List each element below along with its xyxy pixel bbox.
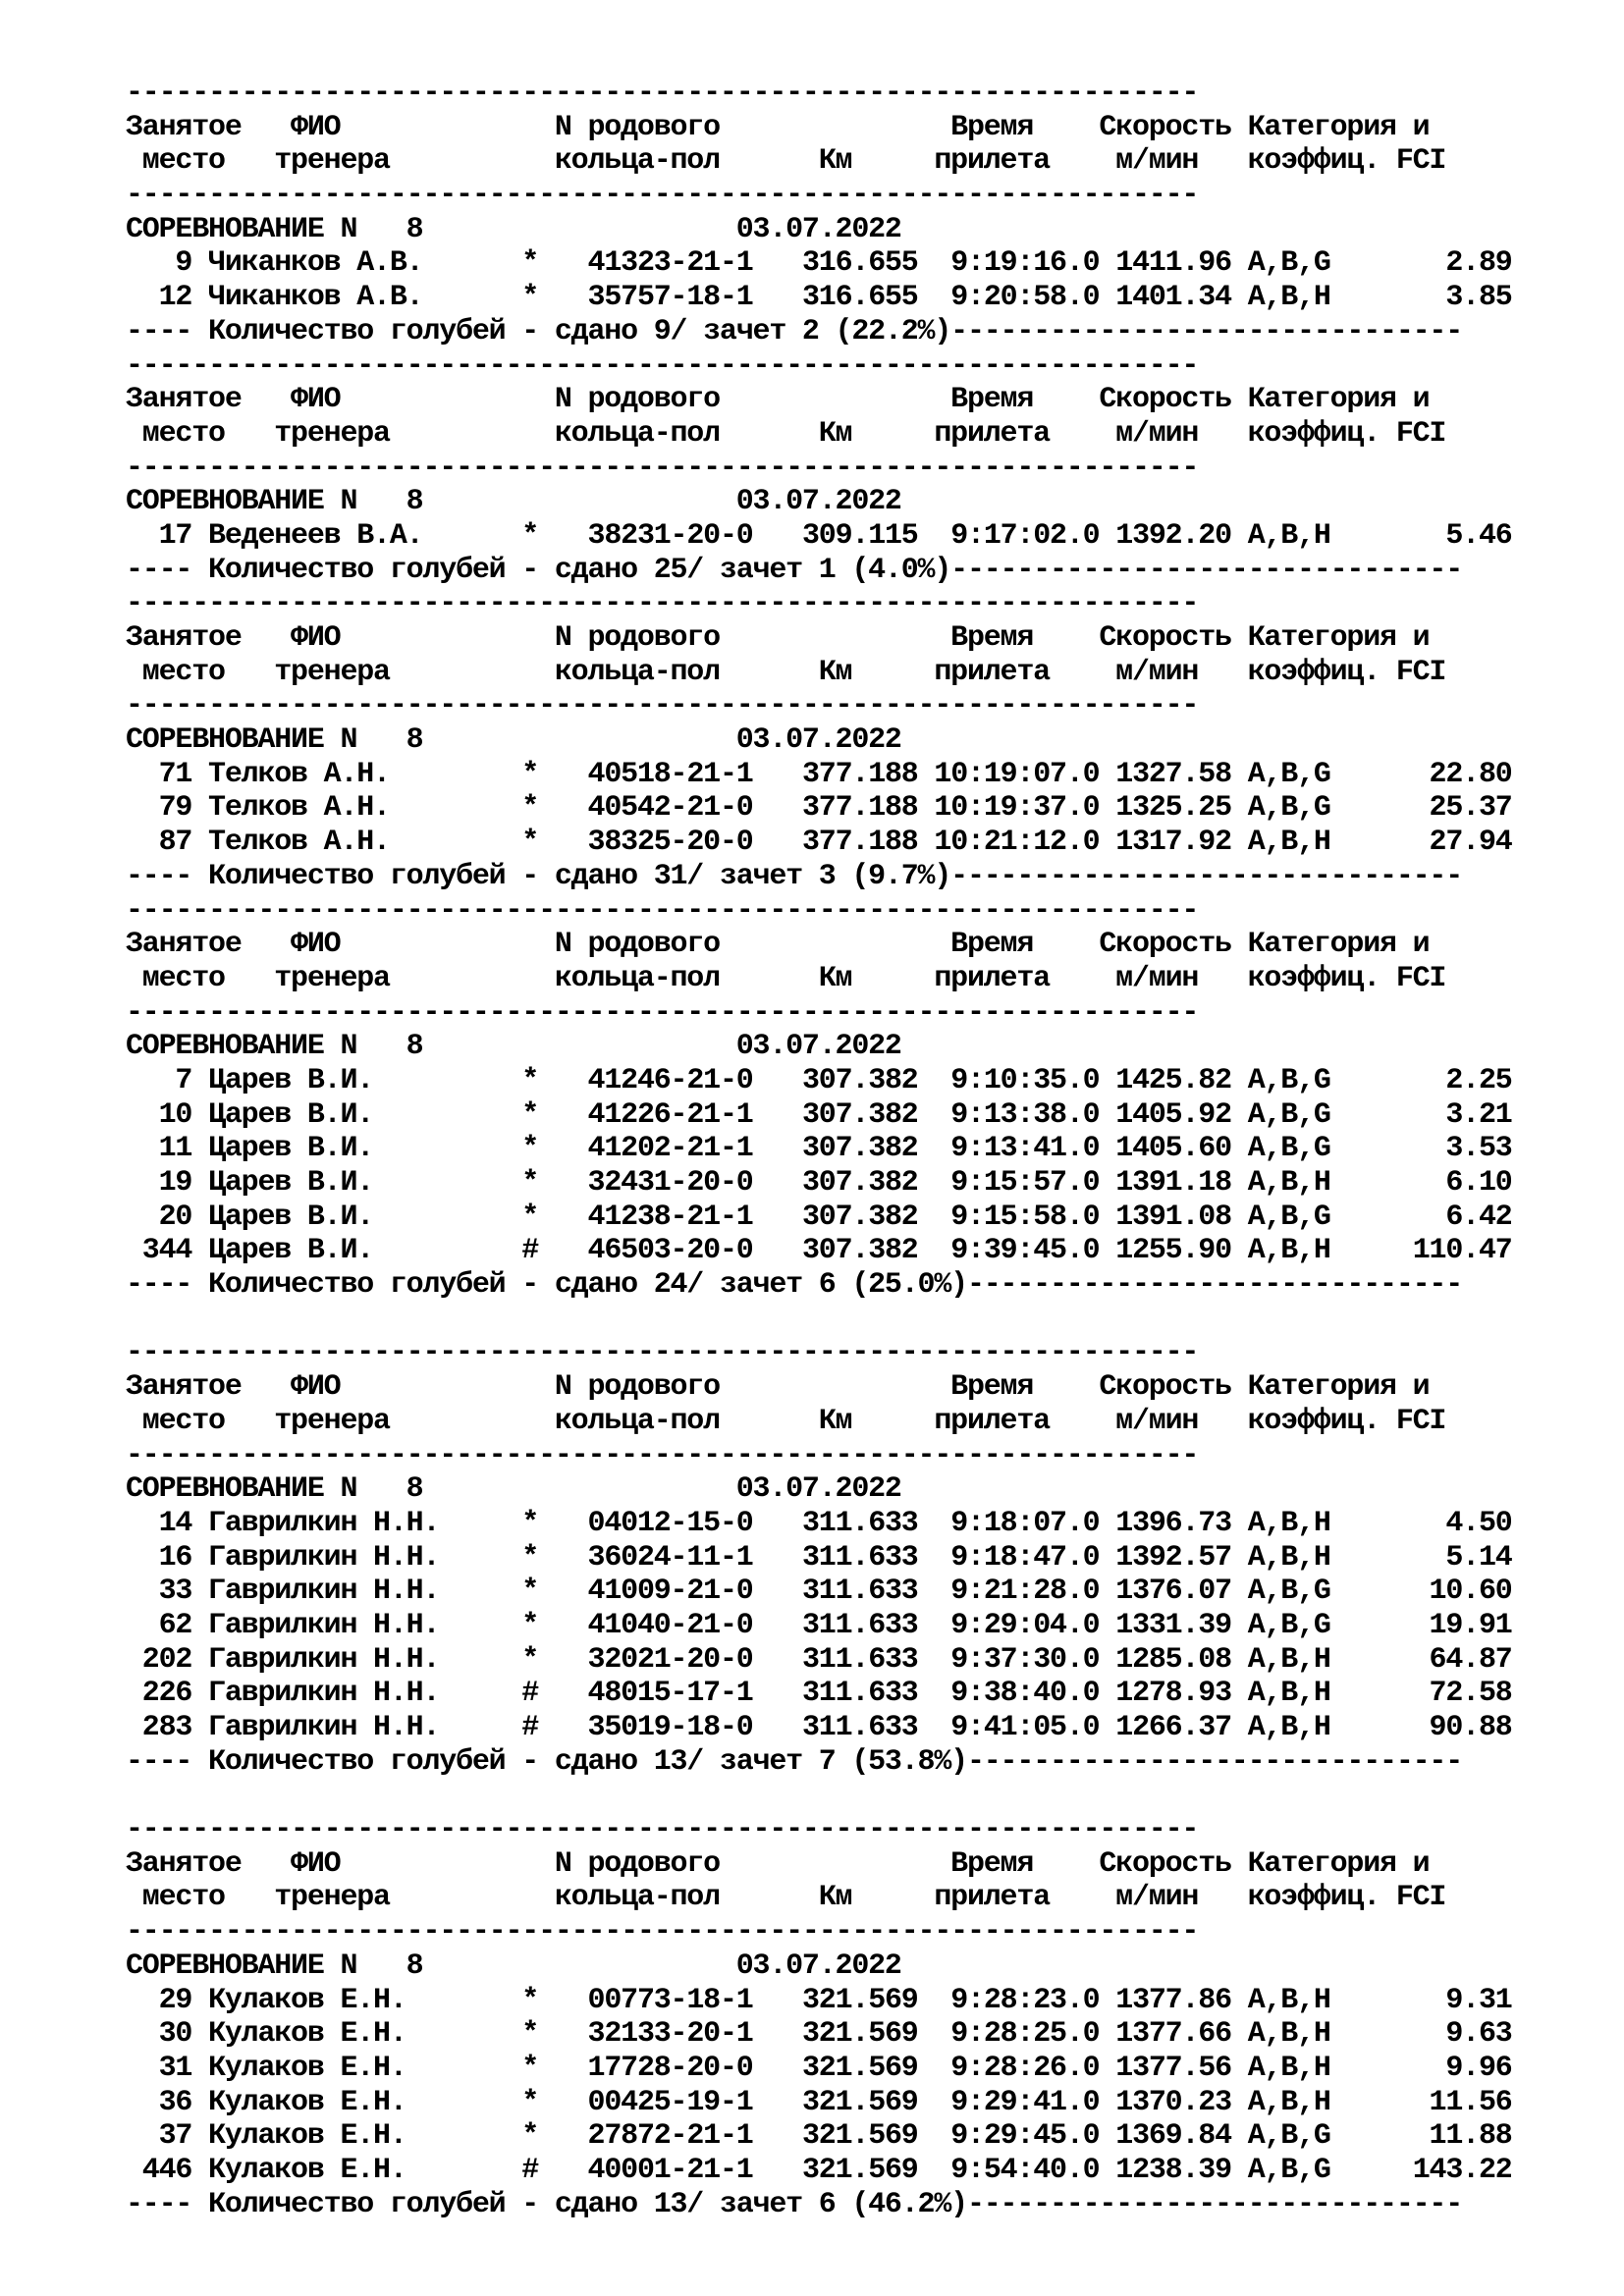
fci-coef-cell: 5.14 (1346, 1540, 1512, 1575)
category-cell: A,B,G (1247, 1132, 1330, 1166)
mark-cell: * (521, 1200, 539, 1234)
divider-line: ----------------------------------------------------------------- (126, 1336, 1199, 1370)
distance-cell: 316.655 (801, 281, 918, 315)
speed-cell: 1377.66 (1115, 2017, 1231, 2052)
arrival-time-cell: 9:29:45.0 (934, 2119, 1100, 2154)
table-row (126, 1201, 1598, 1235)
speed-cell: 1377.86 (1115, 1983, 1231, 2017)
category-cell: A,B,H (1247, 1234, 1330, 1268)
competition-title: СОРЕВНОВАНИЕ N 8 03.07.2022 (126, 1030, 901, 1064)
result-section (126, 1813, 1598, 2221)
speed-cell: 1285.08 (1115, 1642, 1231, 1677)
trainer-name-cell: Царев В.И. (208, 1097, 457, 1132)
trainer-name-cell: Кулаков Е.Н. (208, 2017, 457, 2052)
fci-coef-cell: 11.88 (1346, 2119, 1512, 2154)
place-cell: 36 (126, 2085, 192, 2119)
speed-cell: 1376.07 (1115, 1575, 1231, 1609)
fci-coef-cell: 2.25 (1346, 1063, 1512, 1097)
mark-cell: * (521, 1575, 539, 1609)
mark-cell: * (521, 1166, 539, 1200)
fci-coef-cell: 10.60 (1346, 1575, 1512, 1609)
mark-cell: * (521, 2051, 539, 2085)
ring-number-cell: 41009-21-0 (587, 1575, 753, 1609)
trainer-name-cell: Кулаков Е.Н. (208, 2153, 457, 2187)
table-header-row-1: Занятое ФИО N родового Время Скорость Категория и (126, 383, 1430, 417)
trainer-name-cell: Гаврилкин Н.Н. (208, 1575, 457, 1609)
table-row (126, 1234, 1598, 1268)
competition-title: СОРЕВНОВАНИЕ N 8 03.07.2022 (126, 1472, 901, 1507)
table-header-row-1: Занятое ФИО N родового Время Скорость Категория и (126, 621, 1430, 655)
fci-coef-cell: 9.63 (1346, 2017, 1512, 2052)
arrival-time-cell: 9:13:41.0 (934, 1132, 1100, 1166)
category-cell: A,B,H (1247, 1166, 1330, 1200)
arrival-time-cell: 9:13:38.0 (934, 1097, 1100, 1132)
mark-cell: * (521, 2085, 539, 2119)
divider-line: ----------------------------------------------------------------- (126, 348, 1199, 383)
trainer-name-cell: Веденеев В.А. (208, 518, 457, 553)
place-cell: 79 (126, 791, 192, 826)
place-cell: 283 (126, 1711, 192, 1744)
trainer-name-cell: Телков А.Н. (208, 791, 457, 826)
arrival-time-cell: 9:18:47.0 (934, 1540, 1100, 1575)
arrival-time-cell: 9:39:45.0 (934, 1234, 1100, 1268)
trainer-name-cell: Кулаков Е.Н. (208, 2119, 457, 2154)
fci-coef-cell: 6.10 (1346, 1166, 1512, 1200)
distance-cell: 321.569 (801, 1983, 918, 2017)
distance-cell: 307.382 (801, 1234, 918, 1268)
distance-cell: 321.569 (801, 2017, 918, 2052)
trainer-name-cell: Телков А.Н. (208, 826, 457, 860)
fci-coef-cell: 22.80 (1346, 757, 1512, 791)
summary-line: ---- Количество голубей - сдано 9/ зачет 2 (22.2%)------------------------------- (126, 314, 1463, 348)
competition-title: СОРЕВНОВАНИЕ N 8 03.07.2022 (126, 1949, 901, 1983)
table-row (126, 519, 1598, 554)
place-cell: 62 (126, 1608, 192, 1642)
place-cell: 33 (126, 1575, 192, 1609)
trainer-name-cell: Царев В.И. (208, 1063, 457, 1097)
mark-cell: * (521, 1540, 539, 1575)
place-cell: 31 (126, 2051, 192, 2085)
place-cell: 30 (126, 2017, 192, 2052)
distance-cell: 307.382 (801, 1097, 918, 1132)
table-row (126, 2052, 1598, 2086)
table-row (126, 281, 1598, 315)
mark-cell: * (521, 1097, 539, 1132)
trainer-name-cell: Царев В.И. (208, 1234, 457, 1268)
fci-coef-cell: 143.22 (1346, 2153, 1512, 2187)
fci-coef-cell: 72.58 (1346, 1677, 1512, 1711)
divider-line: ----------------------------------------------------------------- (126, 995, 1199, 1030)
table-row (126, 2086, 1598, 2120)
table-row (126, 1677, 1598, 1711)
table-row (126, 1132, 1598, 1166)
place-cell: 14 (126, 1506, 192, 1540)
place-cell: 202 (126, 1642, 192, 1677)
category-cell: A,B,H (1247, 2017, 1330, 2052)
table-header-row-1: Занятое ФИО N родового Время Скорость Категория и (126, 1370, 1430, 1405)
ring-number-cell: 40518-21-1 (587, 757, 753, 791)
speed-cell: 1405.60 (1115, 1132, 1231, 1166)
category-cell: A,B,H (1247, 2085, 1330, 2119)
divider-line: ----------------------------------------------------------------- (126, 893, 1199, 928)
competition-title: СОРЕВНОВАНИЕ N 8 03.07.2022 (126, 212, 901, 246)
place-cell: 87 (126, 826, 192, 860)
speed-cell: 1391.18 (1115, 1166, 1231, 1200)
category-cell: A,B,G (1247, 2153, 1330, 2187)
distance-cell: 321.569 (801, 2085, 918, 2119)
trainer-name-cell: Телков А.Н. (208, 757, 457, 791)
summary-line: ---- Количество голубей - сдано 31/ зачет 3 (9.7%)------------------------------- (126, 859, 1463, 893)
fci-coef-cell: 110.47 (1346, 1234, 1512, 1268)
ring-number-cell: 41040-21-0 (587, 1608, 753, 1642)
trainer-name-cell: Гаврилкин Н.Н. (208, 1540, 457, 1575)
arrival-time-cell: 9:29:04.0 (934, 1608, 1100, 1642)
table-header-row-2: место тренера кольца-пол Км прилета м/мин коэффиц. FCI (126, 655, 1446, 689)
arrival-time-cell: 9:28:26.0 (934, 2051, 1100, 2085)
arrival-time-cell: 10:19:37.0 (934, 791, 1100, 826)
category-cell: A,B,G (1247, 1608, 1330, 1642)
ring-number-cell: 27872-21-1 (587, 2119, 753, 2154)
fci-coef-cell: 6.42 (1346, 1200, 1512, 1234)
trainer-name-cell: Гаврилкин Н.Н. (208, 1642, 457, 1677)
mark-cell: * (521, 757, 539, 791)
table-row (126, 246, 1598, 281)
speed-cell: 1401.34 (1115, 281, 1231, 315)
table-row (126, 1711, 1598, 1745)
category-cell: A,B,G (1247, 1097, 1330, 1132)
table-row (126, 1064, 1598, 1098)
speed-cell: 1411.96 (1115, 246, 1231, 281)
distance-cell: 307.382 (801, 1132, 918, 1166)
fci-coef-cell: 25.37 (1346, 791, 1512, 826)
summary-line: ---- Количество голубей - сдано 13/ зачет 6 (46.2%)------------------------------ (126, 2187, 1463, 2221)
arrival-time-cell: 9:38:40.0 (934, 1677, 1100, 1711)
table-header-row-2: место тренера кольца-пол Км прилета м/мин коэффиц. FCI (126, 416, 1446, 451)
arrival-time-cell: 9:15:58.0 (934, 1200, 1100, 1234)
result-section (126, 587, 1598, 893)
distance-cell: 311.633 (801, 1540, 918, 1575)
ring-number-cell: 17728-20-0 (587, 2051, 753, 2085)
ring-number-cell: 48015-17-1 (587, 1677, 753, 1711)
results-report (126, 77, 1598, 2221)
ring-number-cell: 35757-18-1 (587, 281, 753, 315)
speed-cell: 1331.39 (1115, 1608, 1231, 1642)
table-row (126, 1984, 1598, 2018)
speed-cell: 1392.57 (1115, 1540, 1231, 1575)
arrival-time-cell: 9:37:30.0 (934, 1642, 1100, 1677)
trainer-name-cell: Кулаков Е.Н. (208, 1983, 457, 2017)
table-header-row-1: Занятое ФИО N родового Время Скорость Категория и (126, 928, 1430, 962)
fci-coef-cell: 19.91 (1346, 1608, 1512, 1642)
place-cell: 7 (126, 1063, 192, 1097)
speed-cell: 1278.93 (1115, 1677, 1231, 1711)
result-section (126, 77, 1598, 349)
speed-cell: 1425.82 (1115, 1063, 1231, 1097)
trainer-name-cell: Кулаков Е.Н. (208, 2051, 457, 2085)
divider-line: ----------------------------------------------------------------- (126, 77, 1199, 110)
distance-cell: 311.633 (801, 1506, 918, 1540)
speed-cell: 1317.92 (1115, 826, 1231, 860)
fci-coef-cell: 4.50 (1346, 1506, 1512, 1540)
table-row (126, 2154, 1598, 2188)
table-header-row-1: Занятое ФИО N родового Время Скорость Категория и (126, 110, 1430, 144)
distance-cell: 311.633 (801, 1711, 918, 1744)
distance-cell: 311.633 (801, 1608, 918, 1642)
speed-cell: 1377.56 (1115, 2051, 1231, 2085)
table-row (126, 1541, 1598, 1575)
speed-cell: 1255.90 (1115, 1234, 1231, 1268)
mark-cell: * (521, 1642, 539, 1677)
distance-cell: 311.633 (801, 1642, 918, 1677)
arrival-time-cell: 9:41:05.0 (934, 1711, 1100, 1744)
speed-cell: 1238.39 (1115, 2153, 1231, 2187)
table-row (126, 1166, 1598, 1201)
table-row (126, 791, 1598, 826)
fci-coef-cell: 27.94 (1346, 826, 1512, 860)
speed-cell: 1327.58 (1115, 757, 1231, 791)
speed-cell: 1392.20 (1115, 518, 1231, 553)
category-cell: A,B,H (1247, 2051, 1330, 2085)
table-row (126, 1609, 1598, 1643)
place-cell: 17 (126, 518, 192, 553)
mark-cell: # (521, 1234, 539, 1268)
mark-cell: # (521, 1677, 539, 1711)
category-cell: A,B,H (1247, 1677, 1330, 1711)
fci-coef-cell: 3.85 (1346, 281, 1512, 315)
trainer-name-cell: Гаврилкин Н.Н. (208, 1608, 457, 1642)
place-cell: 19 (126, 1166, 192, 1200)
ring-number-cell: 00425-19-1 (587, 2085, 753, 2119)
table-header-row-2: место тренера кольца-пол Км прилета м/мин коэффиц. FCI (126, 1404, 1446, 1438)
category-cell: A,B,H (1247, 1540, 1330, 1575)
summary-line: ---- Количество голубей - сдано 25/ зачет 1 (4.0%)------------------------------- (126, 553, 1463, 587)
trainer-name-cell: Царев В.И. (208, 1132, 457, 1166)
summary-line: ---- Количество голубей - сдано 24/ зачет 6 (25.0%)------------------------------ (126, 1268, 1463, 1303)
place-cell: 226 (126, 1677, 192, 1711)
divider-line: ----------------------------------------------------------------- (126, 689, 1199, 723)
arrival-time-cell: 9:54:40.0 (934, 2153, 1100, 2187)
trainer-name-cell: Гаврилкин Н.Н. (208, 1711, 457, 1744)
distance-cell: 307.382 (801, 1063, 918, 1097)
table-row (126, 826, 1598, 860)
distance-cell: 377.188 (801, 791, 918, 826)
trainer-name-cell: Чиканков А.В. (208, 246, 457, 281)
speed-cell: 1369.84 (1115, 2119, 1231, 2154)
ring-number-cell: 41246-21-0 (587, 1063, 753, 1097)
competition-title: СОРЕВНОВАНИЕ N 8 03.07.2022 (126, 723, 901, 758)
ring-number-cell: 32431-20-0 (587, 1166, 753, 1200)
ring-number-cell: 41202-21-1 (587, 1132, 753, 1166)
distance-cell: 316.655 (801, 246, 918, 281)
fci-coef-cell: 90.88 (1346, 1711, 1512, 1744)
fci-coef-cell: 5.46 (1346, 518, 1512, 553)
arrival-time-cell: 10:21:12.0 (934, 826, 1100, 860)
category-cell: A,B,G (1247, 2119, 1330, 2154)
trainer-name-cell: Чиканков А.В. (208, 281, 457, 315)
trainer-name-cell: Кулаков Е.Н. (208, 2085, 457, 2119)
table-row (126, 1575, 1598, 1609)
trainer-name-cell: Царев В.И. (208, 1166, 457, 1200)
mark-cell: * (521, 1132, 539, 1166)
ring-number-cell: 41323-21-1 (587, 246, 753, 281)
place-cell: 37 (126, 2119, 192, 2154)
category-cell: A,B,G (1247, 1575, 1330, 1609)
ring-number-cell: 40542-21-0 (587, 791, 753, 826)
speed-cell: 1370.23 (1115, 2085, 1231, 2119)
arrival-time-cell: 9:21:28.0 (934, 1575, 1100, 1609)
category-cell: A,B,G (1247, 1063, 1330, 1097)
ring-number-cell: 38325-20-0 (587, 826, 753, 860)
divider-line: ----------------------------------------------------------------- (126, 179, 1199, 213)
mark-cell: * (521, 518, 539, 553)
category-cell: A,B,H (1247, 281, 1330, 315)
fci-coef-cell: 2.89 (1346, 246, 1512, 281)
distance-cell: 321.569 (801, 2119, 918, 2154)
ring-number-cell: 04012-15-0 (587, 1506, 753, 1540)
arrival-time-cell: 9:20:58.0 (934, 281, 1100, 315)
mark-cell: * (521, 2017, 539, 2052)
table-row (126, 1643, 1598, 1678)
category-cell: A,B,H (1247, 826, 1330, 860)
ring-number-cell: 32133-20-1 (587, 2017, 753, 2052)
speed-cell: 1405.92 (1115, 1097, 1231, 1132)
fci-coef-cell: 64.87 (1346, 1642, 1512, 1677)
mark-cell: * (521, 1983, 539, 2017)
place-cell: 29 (126, 1983, 192, 2017)
arrival-time-cell: 9:15:57.0 (934, 1166, 1100, 1200)
distance-cell: 307.382 (801, 1200, 918, 1234)
place-cell: 10 (126, 1097, 192, 1132)
fci-coef-cell: 3.21 (1346, 1097, 1512, 1132)
mark-cell: * (521, 281, 539, 315)
competition-title: СОРЕВНОВАНИЕ N 8 03.07.2022 (126, 485, 901, 519)
result-section (126, 349, 1598, 588)
table-header-row-2: место тренера кольца-пол Км прилета м/мин коэффиц. FCI (126, 961, 1446, 995)
speed-cell: 1266.37 (1115, 1711, 1231, 1744)
fci-coef-cell: 9.31 (1346, 1983, 1512, 2017)
speed-cell: 1325.25 (1115, 791, 1231, 826)
divider-line: ----------------------------------------------------------------- (126, 1915, 1199, 1949)
trainer-name-cell: Гаврилкин Н.Н. (208, 1677, 457, 1711)
mark-cell: * (521, 826, 539, 860)
table-header-row-2: место тренера кольца-пол Км прилета м/мин коэффиц. FCI (126, 1881, 1446, 1915)
distance-cell: 311.633 (801, 1677, 918, 1711)
table-row (126, 1098, 1598, 1133)
arrival-time-cell: 9:17:02.0 (934, 518, 1100, 553)
ring-number-cell: 00773-18-1 (587, 1983, 753, 2017)
ring-number-cell: 32021-20-0 (587, 1642, 753, 1677)
category-cell: A,B,H (1247, 1506, 1330, 1540)
trainer-name-cell: Царев В.И. (208, 1200, 457, 1234)
table-row (126, 2119, 1598, 2154)
summary-line: ---- Количество голубей - сдано 13/ зачет 7 (53.8%)------------------------------ (126, 1744, 1463, 1779)
arrival-time-cell: 9:29:41.0 (934, 2085, 1100, 2119)
divider-line: ----------------------------------------------------------------- (126, 451, 1199, 485)
category-cell: A,B,G (1247, 757, 1330, 791)
ring-number-cell: 38231-20-0 (587, 518, 753, 553)
speed-cell: 1396.73 (1115, 1506, 1231, 1540)
category-cell: A,B,G (1247, 1200, 1330, 1234)
divider-line: ----------------------------------------------------------------- (126, 1438, 1199, 1472)
category-cell: A,B,H (1247, 518, 1330, 553)
ring-number-cell: 41226-21-1 (587, 1097, 753, 1132)
distance-cell: 311.633 (801, 1575, 918, 1609)
distance-cell: 377.188 (801, 757, 918, 791)
fci-coef-cell: 11.56 (1346, 2085, 1512, 2119)
place-cell: 344 (126, 1234, 192, 1268)
place-cell: 12 (126, 281, 192, 315)
mark-cell: * (521, 1063, 539, 1097)
category-cell: A,B,H (1247, 1983, 1330, 2017)
place-cell: 11 (126, 1132, 192, 1166)
arrival-time-cell: 9:18:07.0 (934, 1506, 1100, 1540)
mark-cell: * (521, 1608, 539, 1642)
ring-number-cell: 41238-21-1 (587, 1200, 753, 1234)
mark-cell: * (521, 791, 539, 826)
table-row (126, 1507, 1598, 1541)
table-header-row-2: место тренера кольца-пол Км прилета м/мин коэффиц. FCI (126, 144, 1446, 179)
divider-line: ----------------------------------------------------------------- (126, 1813, 1199, 1847)
arrival-time-cell: 9:28:25.0 (934, 2017, 1100, 2052)
distance-cell: 321.569 (801, 2153, 918, 2187)
category-cell: A,B,G (1247, 791, 1330, 826)
category-cell: A,B,H (1247, 1711, 1330, 1744)
fci-coef-cell: 9.96 (1346, 2051, 1512, 2085)
ring-number-cell: 46503-20-0 (587, 1234, 753, 1268)
arrival-time-cell: 9:10:35.0 (934, 1063, 1100, 1097)
distance-cell: 321.569 (801, 2051, 918, 2085)
mark-cell: * (521, 2119, 539, 2154)
result-section (126, 1336, 1598, 1779)
mark-cell: * (521, 246, 539, 281)
ring-number-cell: 35019-18-0 (587, 1711, 753, 1744)
category-cell: A,B,H (1247, 1642, 1330, 1677)
table-row (126, 2017, 1598, 2052)
place-cell: 71 (126, 757, 192, 791)
trainer-name-cell: Гаврилкин Н.Н. (208, 1506, 457, 1540)
distance-cell: 377.188 (801, 826, 918, 860)
arrival-time-cell: 10:19:07.0 (934, 757, 1100, 791)
speed-cell: 1391.08 (1115, 1200, 1231, 1234)
place-cell: 16 (126, 1540, 192, 1575)
divider-line: ----------------------------------------------------------------- (126, 587, 1199, 621)
place-cell: 446 (126, 2153, 192, 2187)
place-cell: 20 (126, 1200, 192, 1234)
distance-cell: 307.382 (801, 1166, 918, 1200)
table-header-row-1: Занятое ФИО N родового Время Скорость Категория и (126, 1846, 1430, 1881)
arrival-time-cell: 9:19:16.0 (934, 246, 1100, 281)
ring-number-cell: 36024-11-1 (587, 1540, 753, 1575)
distance-cell: 309.115 (801, 518, 918, 553)
result-section (126, 894, 1598, 1303)
ring-number-cell: 40001-21-1 (587, 2153, 753, 2187)
mark-cell: * (521, 1506, 539, 1540)
arrival-time-cell: 9:28:23.0 (934, 1983, 1100, 2017)
fci-coef-cell: 3.53 (1346, 1132, 1512, 1166)
mark-cell: # (521, 1711, 539, 1744)
table-row (126, 758, 1598, 792)
category-cell: A,B,G (1247, 246, 1330, 281)
place-cell: 9 (126, 246, 192, 281)
mark-cell: # (521, 2153, 539, 2187)
